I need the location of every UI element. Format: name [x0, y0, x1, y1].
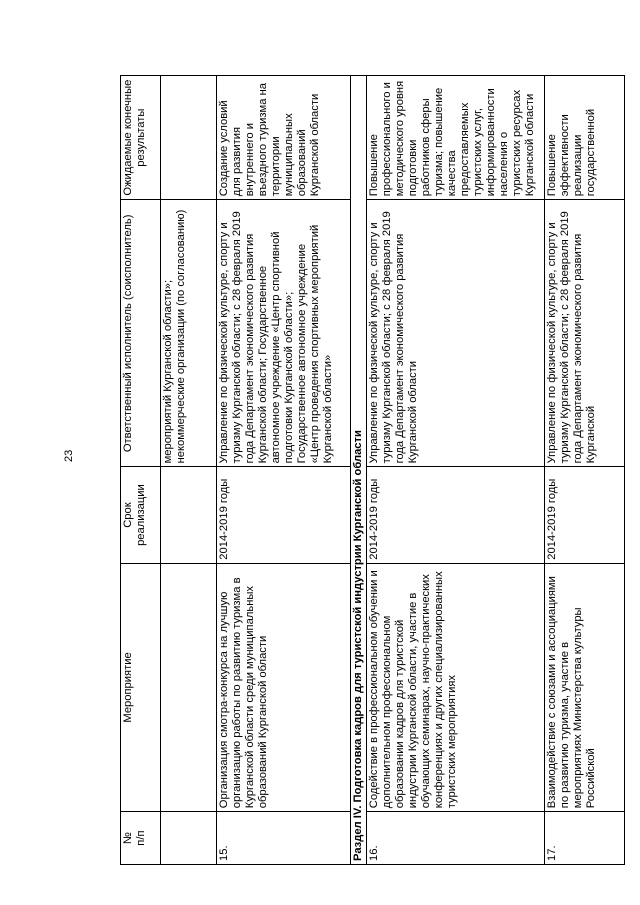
row17-number: 17.: [545, 812, 625, 865]
row15-result: Создание условий для развития внутреннего и въездного туризма на территории муниципальных образований Курганской области: [217, 76, 351, 200]
header-event: Мероприятие: [121, 563, 161, 812]
row16-event: Содействие в профессиональном обучении и дополнительном профессиональном образовании кадров для туристской индустрии Курганской области, участие в обучающих семинарах, научно-практических конференциях и других специализированных туристских мероприятиях: [367, 563, 545, 812]
row15-event: Организация смотра-конкурса на лучшую организацию работы по развитию туризма в Курганской области среди муниципальных образований Курганской области: [217, 563, 351, 812]
row15-term: 2014-2019 годы: [217, 467, 351, 563]
row16-term: 2014-2019 годы: [367, 467, 545, 563]
table-header-row: [121, 76, 161, 865]
row17-term: 2014-2019 годы: [545, 467, 625, 563]
table-row-15: [217, 76, 351, 865]
page-number: 23: [63, 449, 75, 462]
table-row-17: [545, 76, 625, 865]
table-row-continuation: [161, 76, 217, 865]
header-executor: Ответственный исполнитель (соисполнитель): [121, 200, 161, 467]
continuation-executor: мероприятий Курганской области»; некоммерческие организации (по согласованию): [161, 200, 217, 467]
table-row-16: [367, 76, 545, 865]
row16-result: Повышение профессионального и методического уровня подготовки работников сферы туризма; повышение качества предоставляемых туристских услуг, информированности населения о туристских ресурсах Курганской области: [367, 76, 545, 200]
header-number: № п/п: [121, 812, 161, 865]
row17-result: Повышение эффективности реализации государственной: [545, 76, 625, 200]
events-table: [120, 75, 625, 865]
header-result: Ожидаемые конечные результаты: [121, 76, 161, 200]
row17-event: Взаимодействие с союзами и ассоциациями по развитию туризма, участие в мероприятиях Министерства культуры Российской: [545, 563, 625, 812]
row16-number: 16.: [367, 812, 545, 865]
section-title: Раздел IV. Подготовка кадров для туристской индустрии Курганской области: [351, 76, 367, 865]
row17-executor: Управление по физической культуре, спорту и туризму Курганской области; с 28 февраля 2019 года Департамент экономического развития Курганской: [545, 200, 625, 467]
row16-executor: Управление по физической культуре, спорту и туризму Курганской области; с 28 февраля 2019 года Департамент экономического развития Курганской области: [367, 200, 545, 467]
row15-executor: Управление по физической культуре, спорту и туризму Курганской области; с 28 февраля 2019 года Департамент экономического развития Курганской области; Государственное автономное учреждение «Центр спортивной подготовки Курганской области»; Государственное автономное учреждение «Центр проведения спортивных мероприятий Курганской области»: [217, 200, 351, 467]
row15-number: 15.: [217, 812, 351, 865]
header-term: Срок реализации: [121, 467, 161, 563]
rotated-page: [120, 75, 625, 865]
section-row: [351, 76, 367, 865]
